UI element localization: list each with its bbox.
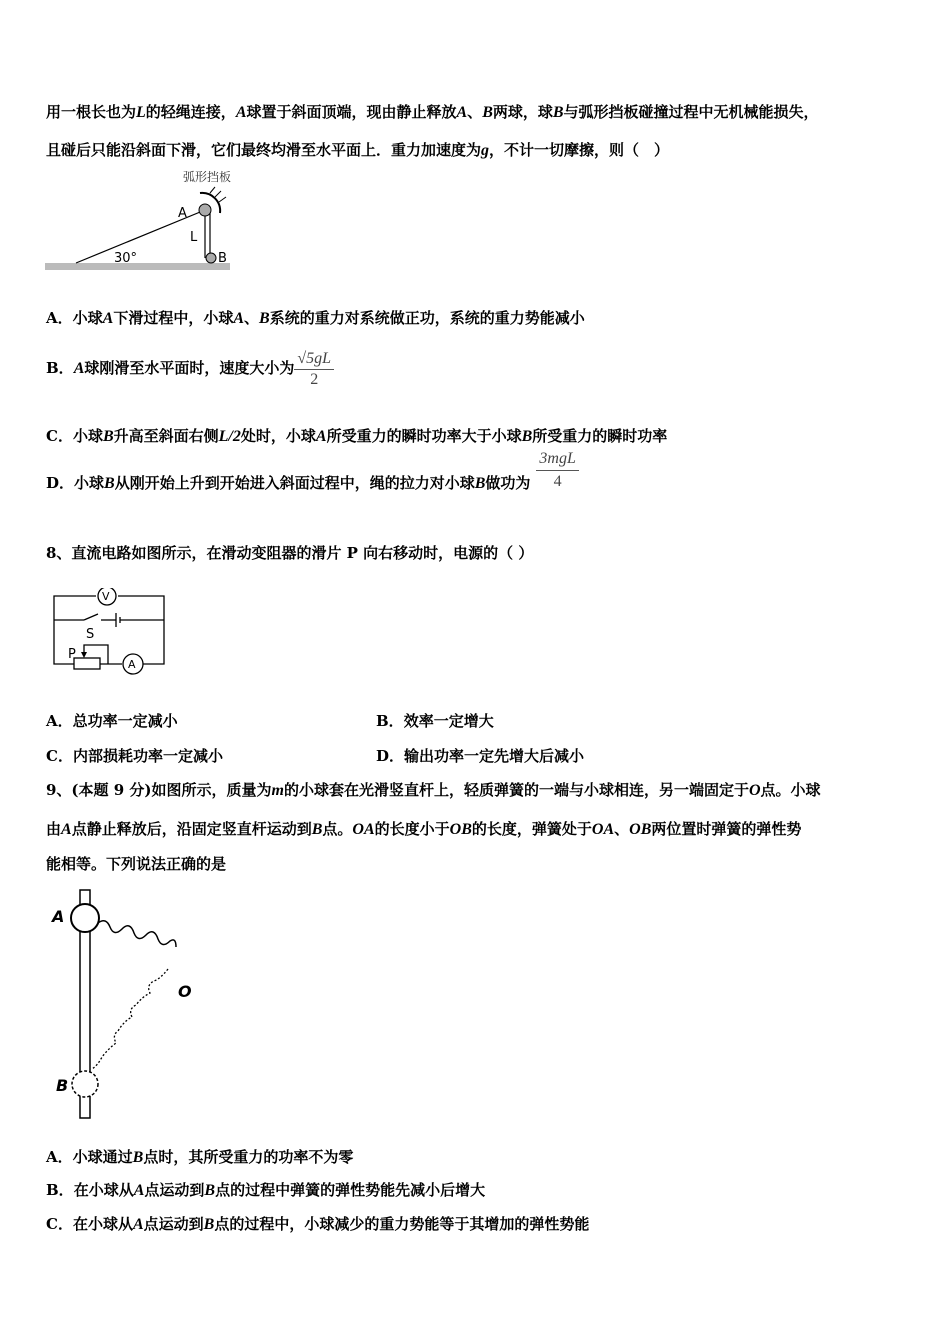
text: 在小球从: [73, 1181, 134, 1199]
option-text: 输出功率一定先增大后减小: [404, 747, 585, 765]
ammeter-label: A: [128, 658, 136, 671]
text: 点。: [322, 820, 353, 838]
var: A: [233, 310, 245, 327]
var: B: [203, 1216, 215, 1233]
denominator: 2: [310, 370, 319, 388]
option-text: 总功率一定减小: [72, 712, 178, 730]
option-key: B．: [46, 1181, 74, 1199]
text: 所受重力的瞬时功率: [532, 427, 668, 445]
var: A: [73, 360, 85, 377]
text: 升高至斜面右侧: [113, 427, 219, 445]
text: 的小球套在光滑竖直杆上，轻质弹簧的一端与小球相连，另一端固定于: [283, 781, 749, 799]
option-key: C．: [46, 747, 73, 765]
var: A: [456, 104, 468, 121]
text: 点的过程中弹簧的弹性势能先减小后增大: [215, 1181, 486, 1199]
var: A: [102, 310, 114, 327]
angle-label: 30°: [114, 251, 138, 266]
q8-option-a: [46, 711, 178, 731]
var: B: [311, 821, 323, 838]
text: 做功为: [485, 474, 531, 492]
text: 下滑过程中，小球: [113, 309, 234, 327]
var: B: [104, 475, 115, 492]
text: 点运动到: [144, 1181, 205, 1199]
text: 由: [46, 820, 62, 838]
var: B: [132, 1149, 144, 1166]
numerator: √5gL: [294, 349, 334, 370]
var: OA: [352, 821, 375, 838]
option-key: B．: [376, 712, 404, 730]
text: 球刚滑至水平面时，速度大小为: [84, 359, 295, 377]
var: L/2: [218, 428, 241, 445]
q7-stem-line1: [46, 102, 819, 123]
option-text: 效率一定增大: [403, 712, 494, 730]
text: 用一根长也为: [46, 103, 137, 121]
text: 、: [467, 103, 483, 121]
q7-option-c: [46, 426, 667, 447]
label-a: A: [178, 206, 187, 221]
var: A: [235, 104, 247, 121]
var: A: [61, 821, 72, 838]
text: 球置于斜面顶端，现由静止释放: [246, 103, 457, 121]
label-b: B: [218, 251, 227, 266]
text: 所受重力的瞬时功率大于小球: [326, 427, 522, 445]
text: 的轻绳连接，: [145, 103, 236, 121]
voltmeter-label: V: [102, 590, 110, 603]
label-l: L: [190, 230, 198, 245]
slider-label: P: [68, 647, 76, 662]
text: 点静止释放后，沿固定竖直杆运动到: [71, 820, 312, 838]
q8-option-b: [376, 711, 494, 731]
var: m: [271, 782, 284, 799]
var: g: [481, 142, 490, 159]
text: 系统的重力对系统做正功，系统的重力势能减小: [269, 309, 585, 327]
denominator: 4: [553, 472, 562, 490]
text: 点时，其所受重力的功率不为零: [143, 1148, 354, 1166]
text: 小球: [74, 474, 105, 492]
option-key: D．: [46, 474, 75, 492]
q9-option-a: [46, 1147, 353, 1168]
spring-oa: [98, 921, 176, 947]
text: 小球: [72, 309, 103, 327]
label-b: B: [56, 1076, 69, 1095]
ball-a: [71, 904, 99, 932]
spring-ob: [92, 969, 168, 1069]
text: 处时，小球: [240, 427, 316, 445]
text: 的长度小于: [374, 820, 450, 838]
var: A: [133, 1182, 145, 1199]
var: A: [315, 428, 327, 445]
text: 小球: [72, 427, 103, 445]
switch-label: S: [86, 627, 95, 642]
text: 的长度，弹簧处于: [471, 820, 592, 838]
text: 、: [614, 820, 630, 838]
q7-option-b: [46, 346, 334, 391]
q9-option-c: [46, 1214, 589, 1235]
var: A: [132, 1216, 144, 1233]
ball-b: [206, 253, 216, 263]
incline-figure: [40, 165, 260, 280]
q8-option-d: [376, 746, 584, 766]
text: 小球通过: [72, 1148, 133, 1166]
var: B: [552, 104, 564, 121]
baffle-label: 弧形挡板: [183, 170, 232, 184]
option-key: D．: [376, 747, 405, 765]
ground: [45, 263, 230, 270]
var: OA: [591, 821, 615, 838]
var: B: [521, 428, 533, 445]
ball-b: [72, 1071, 98, 1097]
label-o: O: [178, 982, 192, 1001]
var: B: [474, 475, 486, 492]
text: 且碰后只能沿斜面下滑，它们最终均滑至水平面上．重力加速度为: [46, 141, 482, 159]
var: B: [204, 1182, 216, 1199]
text: 点。小球: [760, 781, 821, 799]
text: 、: [244, 309, 260, 327]
option-key: C．: [46, 1215, 73, 1233]
q7-option-d: [46, 449, 579, 509]
text: 在小球从: [72, 1215, 133, 1233]
q8-stem: 8、直流电路如图所示，在滑动变阻器的滑片 P 向右移动时，电源的（ ）: [46, 544, 534, 562]
var: OB: [449, 821, 472, 838]
option-key: A．: [46, 712, 73, 730]
text: 两位置时弹簧的弹性势: [651, 820, 802, 838]
q7-option-a: [46, 308, 585, 329]
fraction: [294, 349, 334, 390]
text: 与弧形挡板碰撞过程中无机械能损失，: [563, 103, 819, 121]
text: 从刚开始上升到开始进入斜面过程中，绳的拉力对小球: [114, 474, 475, 492]
q9-stem-line3: 能相等。下列说法正确的是: [46, 855, 227, 873]
var: L: [136, 104, 146, 121]
option-key: B．: [46, 359, 74, 377]
q8-option-c: [46, 746, 223, 766]
var: B: [482, 104, 493, 121]
option-key: A．: [46, 309, 73, 327]
text: 9、(本题 9 分)如图所示，质量为: [46, 781, 272, 799]
q7-stem-line2: [46, 140, 669, 161]
q9-stem-line2: [46, 819, 801, 840]
var: OB: [629, 821, 652, 838]
ball-a: [199, 204, 211, 216]
slider-arrow-icon: [81, 652, 87, 658]
text: 点运动到: [143, 1215, 204, 1233]
var: B: [259, 310, 270, 327]
numerator: 3mgL: [536, 448, 578, 471]
q9-stem-line1: [46, 780, 821, 801]
fraction: [536, 448, 578, 493]
var: O: [748, 782, 761, 799]
option-key: C．: [46, 427, 73, 445]
q9-option-b: [46, 1180, 485, 1201]
option-text: 内部损耗功率一定减小: [72, 747, 223, 765]
text: ，不计一切摩擦，则（ ）: [489, 141, 670, 159]
text: 点的过程中，小球减少的重力势能等于其增加的弹性势能: [214, 1215, 590, 1233]
text: 两球，球: [492, 103, 553, 121]
circuit-figure: [46, 588, 176, 678]
var: B: [102, 428, 114, 445]
spring-rod-figure: [46, 885, 196, 1125]
label-a: A: [52, 907, 65, 926]
option-key: A．: [46, 1148, 73, 1166]
